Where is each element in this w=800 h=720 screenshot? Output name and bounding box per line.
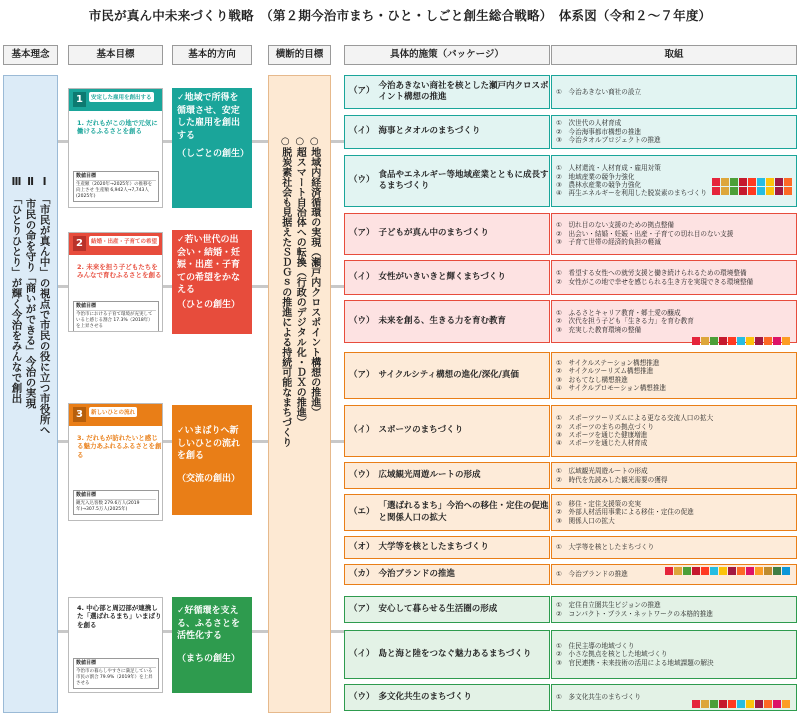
cross-goal-3: ○地域内経済循環の実現（瀬戸内クロスポイント構想の推進）	[308, 136, 320, 417]
package-label: （イ）	[349, 271, 375, 282]
goal-card-4	[68, 597, 163, 693]
sdg-goal-icon	[701, 700, 709, 708]
package-5	[344, 260, 550, 295]
initiative-item: ① 定住自立圏共生ビジョンの推進	[556, 601, 661, 610]
initiative-group-11	[551, 536, 797, 559]
sdg-goal-icon	[692, 700, 700, 708]
direction-3: ✓いまばりへ新しいひとの流れを創る （交流の創出）	[172, 405, 252, 515]
initiative-item: ① 住民主導の地域づくり	[556, 641, 635, 650]
initiative-item: ② サイクルツーリズム構想推進	[556, 367, 654, 376]
sdg-goal-icon	[773, 700, 781, 708]
sdg-goal-icon	[784, 187, 792, 195]
sdg-icons-row-4	[692, 700, 791, 708]
initiative-item: ① サイクルステーション構想推進	[556, 358, 660, 367]
package-text: 食品やエネルギー等地域産業とともに成長するまちづくり	[378, 169, 549, 191]
sdg-goal-icon	[728, 337, 736, 345]
package-label: （ウ）	[349, 691, 375, 702]
sdg-goal-icon	[719, 700, 727, 708]
vision-text-2: Ⅱ 市民の命を守り「商いができる」今治の実現	[24, 176, 37, 409]
initiative-item: ③ 充実した教育環境の整備	[556, 325, 642, 334]
package-label: （ア）	[349, 228, 375, 239]
vision-text-3: Ⅲ 「ひとりひとり」が輝く今治をみんなで創出	[10, 176, 23, 404]
vision-panel	[3, 75, 58, 713]
package-2	[344, 115, 550, 149]
sdg-icons-row-1b	[712, 187, 793, 195]
sdg-goal-icon	[739, 178, 747, 186]
package-9	[344, 462, 550, 489]
cross-goal-panel	[268, 75, 331, 713]
sdg-goal-icon	[746, 337, 754, 345]
initiative-item: ① 切れ目のない支援のための拠点整備	[556, 221, 675, 230]
sdg-icons-row-1	[712, 178, 793, 186]
sdg-goal-icon	[773, 567, 781, 575]
sdg-goal-icon	[782, 567, 790, 575]
sdg-goal-icon	[755, 567, 763, 575]
header-basic-direction: 基本的方向	[172, 45, 252, 65]
goal-banner: 安定した雇用を創出する 1	[69, 89, 162, 111]
sdg-goal-icon	[674, 567, 682, 575]
package-text: 子どもが真ん中のまちづくり	[378, 228, 489, 239]
vision-text-1: Ⅰ 「市民が真ん中」の視点で市民の役に立つ市役所へ	[38, 176, 51, 435]
initiative-group-9	[551, 462, 797, 489]
sdg-goal-icon	[764, 337, 772, 345]
sdg-goal-icon	[737, 567, 745, 575]
goal-card-3	[68, 403, 163, 521]
sdg-goal-icon	[692, 567, 700, 575]
sdg-goal-icon	[683, 567, 691, 575]
goal-kpi: 数値目標 今治市の暮らしやすさに満足している市民の割合 79.9%（2019年）を上昇させる	[73, 658, 159, 689]
goal-title: 3. だれもが訪れたいと感じる魅力あふれるふるさとを創る	[77, 434, 162, 459]
initiative-group-7	[551, 352, 797, 399]
package-1	[344, 75, 550, 109]
initiative-item: ④ サイクルプロモーション構想推進	[556, 383, 667, 392]
sdg-goal-icon	[784, 178, 792, 186]
package-text: スポーツのまちづくり	[378, 425, 464, 436]
package-6	[344, 300, 550, 343]
sdg-goal-icon	[719, 567, 727, 575]
sdg-goal-icon	[721, 178, 729, 186]
initiative-group-2	[551, 115, 797, 149]
sdg-goal-icon	[737, 337, 745, 345]
cross-goal-1: ○脱炭素社会も見据えたＳＤＧｓの推進による持続可能なまちづくり	[279, 136, 291, 447]
package-15	[344, 684, 550, 711]
sdg-goal-icon	[737, 700, 745, 708]
initiative-item: ① 人材還流・人材育成・雇用対策	[556, 164, 661, 173]
package-text: 「選ばれるまち」今治への移住・定住の促進と関係人口の拡大	[378, 501, 549, 523]
sdg-goal-icon	[701, 567, 709, 575]
package-label: （イ）	[349, 425, 375, 436]
sdg-goal-icon	[746, 700, 754, 708]
sdg-goal-icon	[665, 567, 673, 575]
initiative-item: ② 小さな拠点を核とした地域づくり	[556, 650, 668, 659]
page-title: 市民が真ん中未来づくり戦略 （第２期今治市まち・ひと・しごと創生総合戦略） 体系図（令和２～７年度）	[88, 8, 712, 23]
goal-card-1	[68, 88, 163, 208]
package-label: （イ）	[349, 648, 375, 659]
sdg-goal-icon	[748, 187, 756, 195]
sdg-goal-icon	[766, 187, 774, 195]
sdg-goal-icon	[692, 337, 700, 345]
sdg-goal-icon	[773, 337, 781, 345]
package-4	[344, 213, 550, 255]
sdg-goal-icon	[710, 700, 718, 708]
initiative-item: ③ 農林水産業の競争力強化	[556, 181, 642, 189]
sdg-goal-icon	[730, 178, 738, 186]
package-text: 女性がいきいきと輝くまちづくり	[378, 271, 506, 282]
sdg-goal-icon	[721, 187, 729, 195]
initiative-group-13	[551, 596, 797, 623]
package-label: （カ）	[349, 568, 375, 579]
package-12	[344, 564, 550, 585]
package-text: 島と海と陸をつなぐ魅力あるまちづくり	[378, 648, 532, 659]
initiative-group-1	[551, 75, 797, 109]
package-14	[344, 630, 550, 679]
package-13	[344, 596, 550, 623]
initiative-item: ① 今治あきない商社の設立	[556, 87, 642, 96]
goal-kpi: 数値目標 今治市における子育て環境が充実していると感じる割合 17.3%（2018年）を上昇させる	[73, 301, 159, 332]
goal-banner: 結婚・出産・子育ての希望 2	[69, 233, 162, 255]
sdg-goal-icon	[728, 567, 736, 575]
initiative-item: ③ 関係人口の拡大	[556, 516, 615, 525]
goal-title: 2. 未来を担う子どもたちをみんなで育むふるさとを創る	[77, 263, 162, 280]
package-text: 大学等を核としたまちづくり	[378, 541, 489, 552]
header-package: 具体的施策（パッケージ）	[344, 45, 550, 65]
initiative-item: ② 外部人材活用事業による移住・定住の促進	[556, 508, 694, 517]
package-label: （ア）	[349, 603, 375, 614]
sdg-goal-icon	[710, 337, 718, 345]
initiative-group-14	[551, 630, 797, 679]
package-text: 広域観光周遊ルートの形成	[378, 469, 481, 480]
cross-goal-2: ○超スマート自治体への転換（行政のデジタル化・ＤＸの推進）	[294, 136, 306, 427]
package-text: 海事とタオルのまちづくり	[378, 126, 481, 137]
initiative-item: ③ おもてなし構想推進	[556, 375, 628, 384]
direction-2: ✓若い世代の出会い・結婚・妊娠・出産・子育ての希望をかなえる （ひとの創生）	[172, 230, 252, 334]
package-label: （ウ）	[349, 469, 375, 480]
package-3	[344, 155, 550, 207]
sdg-icons-row-3	[665, 567, 791, 575]
sdg-goal-icon	[782, 337, 790, 345]
sdg-goal-icon	[730, 187, 738, 195]
sdg-goal-icon	[712, 187, 720, 195]
initiative-item: ① 大学等を核としたまちづくり	[556, 543, 655, 552]
package-label: （イ）	[349, 126, 375, 137]
sdg-goal-icon	[782, 700, 790, 708]
initiative-item: ① 広域観光周遊ルートの形成	[556, 467, 648, 476]
package-7	[344, 352, 550, 399]
direction-1: ✓地域で所得を循環させ、安定した雇用を創出する （しごとの創生）	[172, 88, 252, 208]
sdg-goal-icon	[710, 567, 718, 575]
initiative-item: ① 希望する女性への就労支援と働き続けられるための環境整備	[556, 269, 747, 278]
header-cross-goal: 横断的目標	[268, 45, 331, 65]
direction-4: ✓好循環を支える、ふるさとを活性化する （まちの創生）	[172, 597, 252, 693]
header-vision: 基本理念	[3, 45, 58, 65]
header-initiative: 取組	[551, 45, 797, 65]
goal-banner: 新しいひとの流れ 3	[69, 404, 162, 426]
package-label: （ウ）	[349, 315, 375, 326]
initiative-item: ② コンパクト・プラス・ネットワークの本格的推進	[556, 609, 713, 618]
goal-title: 1. だれもがこの地で元気に働けるふるさとを創る	[77, 119, 158, 136]
package-text: 未来を創る、生きる力を育む教育	[378, 315, 507, 326]
initiative-item: ④ 再生エネルギーを利用した脱炭素のまちづくり	[556, 189, 707, 198]
initiative-item: ① 今治ブランドの推進	[556, 570, 628, 579]
sdg-goal-icon	[757, 178, 765, 186]
package-text: 今治ブランドの推進	[378, 568, 456, 579]
sdg-goal-icon	[764, 700, 772, 708]
initiative-group-4	[551, 213, 797, 255]
goal-kpi: 数値目標 生産額（2020年→2025年）の推移を向上させ 生産額 6,942人→7,743人(2025年)	[73, 171, 159, 202]
package-label: （エ）	[349, 506, 375, 517]
package-label: （ウ）	[349, 175, 375, 186]
initiative-item: ③ 子育て世帯の経済的負担の軽減	[556, 238, 661, 247]
initiative-item: ① 次世代の人材育成	[556, 119, 622, 128]
sdg-goal-icon	[746, 567, 754, 575]
initiative-item: ③ 今治タオルブロジェクトの推進	[556, 136, 661, 145]
sdg-goal-icon	[755, 700, 763, 708]
package-label: （ア）	[349, 86, 375, 97]
package-11	[344, 536, 550, 559]
sdg-goal-icon	[728, 700, 736, 708]
initiative-item: ③ 官民連携・未来技術の活用による地域課題の解決	[556, 658, 714, 667]
initiative-item: ② 出会い・結婚・妊娠・出産・子育ての切れ目のない支援	[556, 229, 734, 238]
initiative-item: ② 地域産業の競争力強化	[556, 172, 635, 181]
sdg-goal-icon	[775, 178, 783, 186]
package-text: 安心して暮らせる生活圏の形成	[378, 603, 498, 614]
initiative-group-8	[551, 405, 797, 457]
initiative-item: ① 移住・定住支援策の充実	[556, 499, 642, 508]
initiative-item: ① ふるさとキャリア教育・郷土愛の醸成	[556, 308, 681, 317]
initiative-item: ② スポーツのまちの拠点づくり	[556, 422, 654, 431]
initiative-item: ④ スポーツを通じた人材育成	[556, 439, 648, 448]
package-label: （オ）	[349, 541, 375, 552]
package-8	[344, 405, 550, 457]
sdg-icons-row-2	[692, 337, 791, 345]
sdg-goal-icon	[766, 178, 774, 186]
initiative-item: ③ スポーツを通じた健康増進	[556, 431, 648, 439]
initiative-item: ② 時代を先読みした観光需要の獲得	[556, 475, 668, 484]
initiative-group-5	[551, 260, 797, 295]
goal-title: 4. 中心部と周辺部が連携した「選ばれるまち」いまばりを創る	[77, 604, 162, 629]
initiative-group-10	[551, 494, 797, 531]
package-text: 今治あきない商社を核とした瀬戸内クロスポイント構想の推進	[378, 80, 549, 102]
sdg-goal-icon	[755, 337, 763, 345]
initiative-item: ① 多文化共生のまちづくり	[556, 693, 641, 702]
package-label: （ア）	[349, 369, 375, 380]
goal-card-2	[68, 232, 163, 332]
initiative-item: ② 次代を担う子ども「生きる力」を育む教育	[556, 317, 694, 326]
sdg-goal-icon	[701, 337, 709, 345]
initiative-item: ② 今治海事都市構想の推進	[556, 127, 642, 136]
sdg-goal-icon	[775, 187, 783, 195]
sdg-goal-icon	[748, 178, 756, 186]
sdg-goal-icon	[764, 567, 772, 575]
sdg-goal-icon	[719, 337, 727, 345]
package-10	[344, 494, 550, 531]
package-text: サイクルシティ構想の進化/深化/真価	[378, 369, 519, 380]
package-text: 多文化共生のまちづくり	[378, 691, 472, 702]
sdg-goal-icon	[712, 178, 720, 186]
header-basic-goal: 基本目標	[68, 45, 163, 65]
initiative-item: ① スポーツツーリズムによる更なる交流人口の拡大	[556, 414, 714, 423]
goal-kpi: 数値目標 観光入込客数 279.6万人(2019年)→307.5万人(2025年)	[73, 490, 159, 515]
sdg-goal-icon	[757, 187, 765, 195]
initiative-item: ② 女性がこの地で幸せを感じられる生き方を実現できる環境整備	[556, 277, 754, 286]
sdg-goal-icon	[739, 187, 747, 195]
